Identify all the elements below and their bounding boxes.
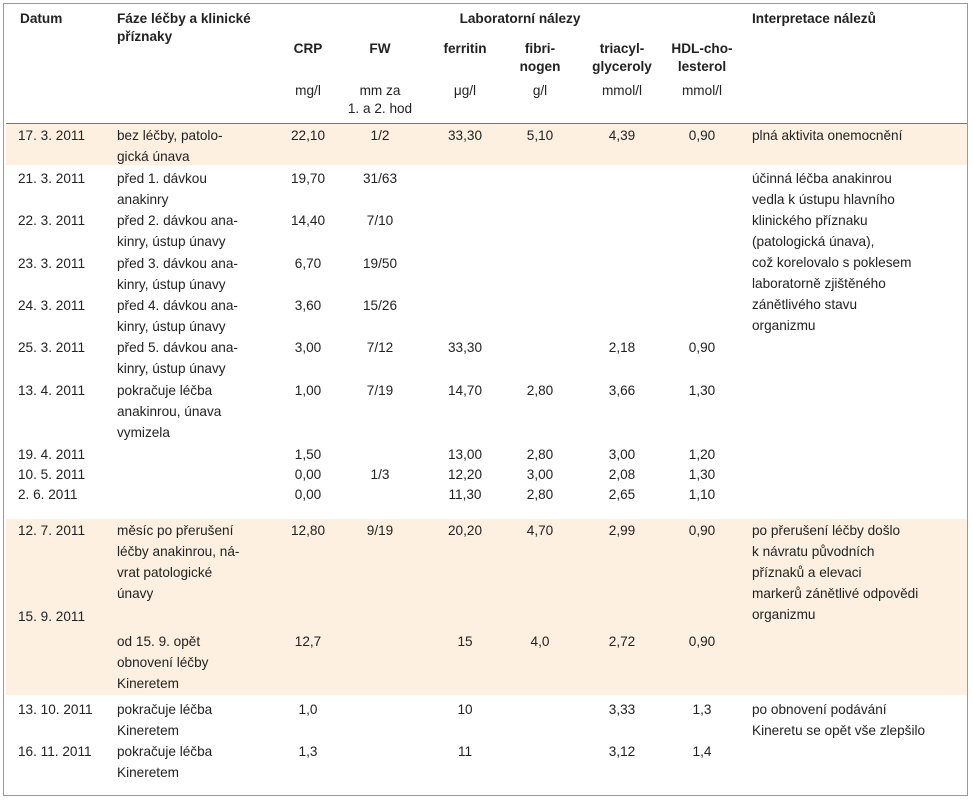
cell-hdl: 1,3 [692, 702, 712, 717]
cell-crp: 6,70 [294, 256, 322, 271]
cell-date: 19. 4. 2011 [18, 447, 86, 462]
interpretation-line: laboratorně zjištěného [752, 276, 886, 291]
cell-date: 22. 3. 2011 [18, 213, 86, 228]
cell-phase-line: před 1. dávkou [117, 171, 207, 186]
header-fibrinogen-line2: nogen [519, 59, 561, 74]
cell-crp: 0,00 [294, 467, 322, 482]
interpretation-line: po obnovení podávání [752, 702, 887, 717]
cell-phase-line: před 5. dávkou ana- [117, 340, 238, 355]
cell-ferritin: 12,20 [447, 467, 483, 482]
cell-date: 21. 3. 2011 [18, 171, 86, 186]
cell-triacylglyceroly: 3,66 [608, 383, 636, 398]
cell-phase-line: únavy [117, 586, 154, 601]
interpretation-line: po přerušení léčby došlo [752, 523, 901, 538]
cell-crp: 1,50 [294, 447, 322, 462]
cell-triacylglyceroly: 3,33 [608, 702, 636, 717]
cell-phase-line: kinry, ústup únavy [117, 361, 226, 376]
cell-fibrinogen: 5,10 [526, 128, 554, 143]
cell-hdl: 1,20 [688, 447, 716, 462]
cell-triacylglyceroly: 2,99 [608, 523, 636, 538]
interpretation-line: vedla k ústupu hlavního [752, 192, 895, 207]
unit-fw-line2: 1. a 2. hod [347, 101, 413, 116]
unit-ferritin: μg/l [453, 83, 477, 98]
cell-phase-line: vymizela [117, 425, 170, 440]
cell-fw: 1/2 [370, 128, 390, 143]
cell-phase-line: před 4. dávkou ana- [117, 298, 238, 313]
cell-date: 13. 10. 2011 [18, 702, 93, 717]
interpretation-line: klinického příznaku [752, 213, 868, 228]
interpretation-line: markerů zánětlivé odpovědi [752, 586, 919, 601]
cell-fibrinogen: 4,70 [526, 523, 554, 538]
cell-phase-line: Kineretem [117, 765, 179, 780]
cell-ferritin: 15 [457, 634, 473, 649]
cell-date: 10. 5. 2011 [18, 467, 86, 482]
cell-crp: 1,3 [298, 744, 318, 759]
cell-date: 12. 7. 2011 [18, 523, 86, 538]
cell-phase-line: pokračuje léčba [117, 744, 213, 759]
cell-crp: 12,7 [294, 634, 322, 649]
cell-phase-line: kinry, ústup únavy [117, 277, 226, 292]
cell-fw: 7/12 [366, 340, 394, 355]
cell-ferritin: 10 [457, 702, 473, 717]
header-tg-line1: triacyl- [599, 41, 645, 56]
interpretation-line: Kineretu se opět vše zlepšilo [752, 723, 926, 738]
cell-fibrinogen: 3,00 [526, 467, 554, 482]
interpretation-line: k návratu původních [752, 544, 875, 559]
header-faze-line2: příznaky [117, 29, 173, 44]
cell-fw: 9/19 [366, 523, 394, 538]
cell-phase-line: kinry, ústup únavy [117, 319, 226, 334]
header-fibrinogen-line1: fibri- [524, 41, 556, 56]
cell-hdl: 0,90 [688, 634, 716, 649]
header-lab-group: Laboratorní nálezy [459, 11, 581, 26]
cell-hdl: 1,30 [688, 467, 716, 482]
cell-phase-line: léčby anakinrou, ná- [117, 544, 240, 559]
cell-date: 17. 3. 2011 [18, 128, 86, 143]
cell-phase-line: anakinrou, únava [117, 404, 222, 419]
unit-tg: mmol/l [601, 83, 643, 98]
cell-ferritin: 11,30 [448, 487, 482, 502]
cell-date: 13. 4. 2011 [18, 383, 86, 398]
cell-fibrinogen: 4,0 [530, 634, 550, 649]
cell-phase-line: od 15. 9. opět [117, 634, 201, 649]
cell-phase-line: Kineretem [117, 723, 179, 738]
cell-fibrinogen: 2,80 [526, 487, 554, 502]
cell-hdl: 0,90 [688, 128, 716, 143]
cell-phase-line: Kineretem [117, 676, 179, 691]
header-interpretace: Interpretace nálezů [752, 11, 876, 26]
cell-date: 16. 11. 2011 [18, 744, 92, 759]
cell-triacylglyceroly: 3,00 [608, 447, 636, 462]
cell-date: 25. 3. 2011 [18, 340, 86, 355]
cell-phase-line: anakinry [117, 192, 169, 207]
cell-phase-line: pokračuje léčba [117, 702, 213, 717]
cell-date: 15. 9. 2011 [18, 609, 86, 624]
cell-hdl: 1,10 [688, 487, 716, 502]
cell-phase-line: gická únava [117, 149, 190, 164]
cell-triacylglyceroly: 2,72 [608, 634, 636, 649]
header-ferritin: ferritin [443, 41, 487, 56]
cell-date: 24. 3. 2011 [18, 298, 86, 313]
cell-crp: 22,10 [290, 128, 326, 143]
interpretation-line: organizmu [752, 318, 816, 333]
cell-ferritin: 20,20 [447, 523, 483, 538]
cell-fibrinogen: 2,80 [526, 383, 554, 398]
unit-fw-line1: mm za [359, 83, 401, 98]
interpretation-line: plná aktivita onemocnění [752, 128, 903, 143]
interpretation-line: (patologická únava), [752, 234, 875, 249]
cell-fw: 7/10 [366, 213, 394, 228]
cell-triacylglyceroly: 2,08 [608, 467, 636, 482]
header-rule [6, 123, 967, 124]
cell-crp: 14,40 [290, 213, 326, 228]
interpretation-line: zánětlivého stavu [752, 297, 858, 312]
cell-phase-line: pokračuje léčba [117, 383, 213, 398]
cell-fw: 7/19 [366, 383, 394, 398]
cell-ferritin: 13,00 [447, 447, 483, 462]
cell-crp: 0,00 [294, 487, 322, 502]
header-crp: CRP [293, 41, 323, 56]
cell-fw: 1/3 [370, 467, 390, 482]
cell-triacylglyceroly: 2,18 [608, 340, 636, 355]
header-hdl-line1: HDL-cho- [671, 41, 733, 56]
header-hdl-line2: lesterol [677, 59, 727, 74]
cell-date: 2. 6. 2011 [18, 487, 78, 502]
cell-crp: 1,0 [298, 702, 318, 717]
cell-phase-line: před 2. dávkou ana- [117, 213, 238, 228]
cell-fw: 31/63 [362, 171, 398, 186]
header-faze-line1: Fáze léčby a klinické [117, 11, 251, 26]
cell-hdl: 1,30 [688, 383, 716, 398]
interpretation-line: účinná léčba anakinrou [752, 171, 892, 186]
cell-crp: 19,70 [290, 171, 326, 186]
interpretation-line: organizmu [752, 607, 816, 622]
header-tg-line2: glyceroly [592, 59, 652, 74]
cell-hdl: 0,90 [688, 523, 716, 538]
unit-crp: mg/l [295, 83, 321, 98]
cell-crp: 3,00 [294, 340, 322, 355]
cell-fw: 19/50 [362, 256, 398, 271]
cell-triacylglyceroly: 3,12 [608, 744, 636, 759]
cell-phase-line: vrat patologické [117, 565, 213, 580]
header-datum: Datum [20, 11, 63, 26]
unit-fibrinogen: g/l [532, 83, 548, 98]
cell-phase-line: před 3. dávkou ana- [117, 256, 238, 271]
cell-ferritin: 33,30 [447, 128, 483, 143]
cell-crp: 1,00 [294, 383, 322, 398]
cell-date: 23. 3. 2011 [18, 256, 86, 271]
cell-fw: 15/26 [362, 298, 398, 313]
cell-triacylglyceroly: 4,39 [608, 128, 636, 143]
cell-ferritin: 14,70 [447, 383, 483, 398]
cell-hdl: 1,4 [692, 744, 712, 759]
cell-phase-line: měsíc po přerušení [117, 523, 234, 538]
unit-hdl: mmol/l [681, 83, 723, 98]
cell-crp: 12,80 [290, 523, 326, 538]
cell-phase-line: kinry, ústup únavy [117, 234, 226, 249]
interpretation-line: což korelovalo s poklesem [752, 255, 912, 270]
cell-hdl: 0,90 [688, 340, 716, 355]
cell-ferritin: 11 [457, 744, 473, 759]
cell-phase-line: bez léčby, patolo- [117, 128, 223, 143]
interpretation-line: příznaků a elevaci [752, 565, 862, 580]
header-fw: FW [369, 41, 391, 56]
cell-ferritin: 33,30 [447, 340, 483, 355]
cell-fibrinogen: 2,80 [526, 447, 554, 462]
cell-triacylglyceroly: 2,65 [608, 487, 636, 502]
cell-crp: 3,60 [294, 298, 322, 313]
cell-phase-line: obnovení léčby [117, 655, 209, 670]
